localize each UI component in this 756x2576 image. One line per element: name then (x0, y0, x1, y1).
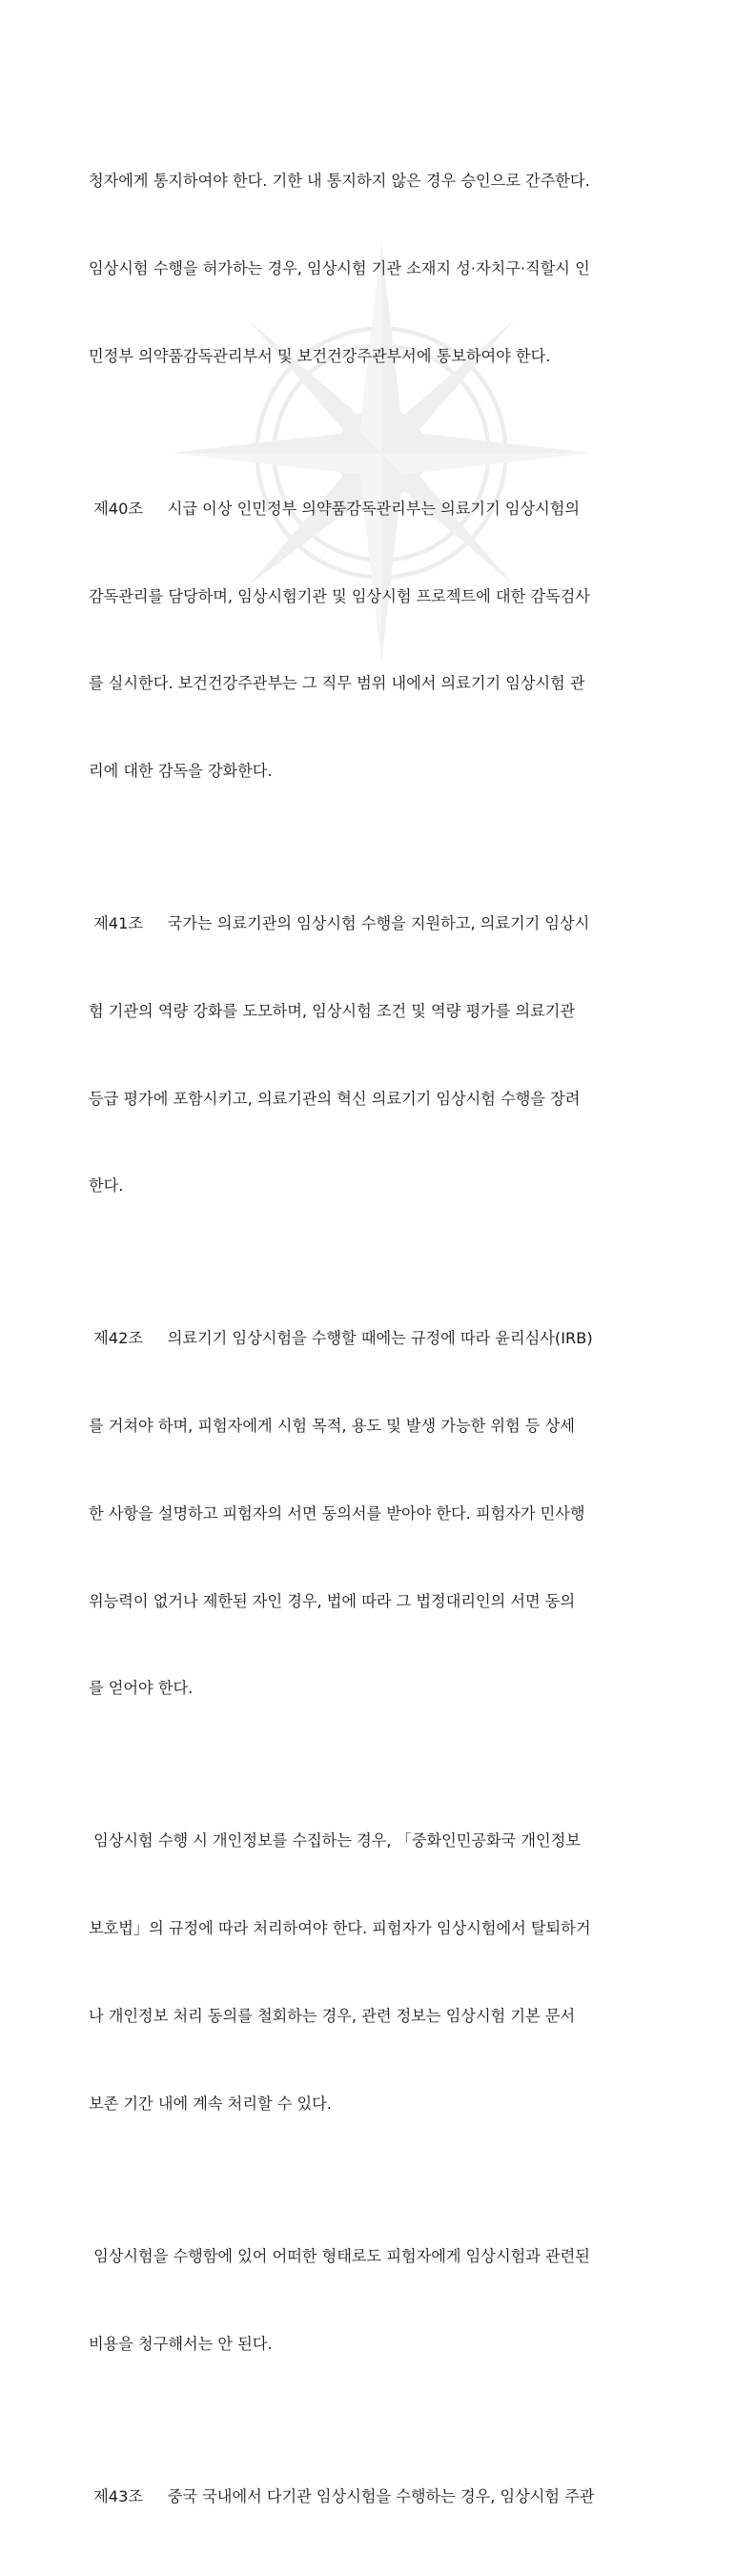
article-41-paragraph (89, 851, 672, 1259)
text-line: 를 실시한다. 보건건강주관부는 그 직무 범위 내에서 의료기기 임상시험 관 (89, 674, 585, 693)
article-42-paragraph (89, 1266, 672, 1762)
text-line: 위능력이 없거나 제한된 자인 경우, 법에 따라 그 법정대리인의 서면 동의 (89, 1591, 576, 1610)
text-line: 리에 대한 감독을 강화한다. (89, 762, 273, 781)
article-40-paragraph (89, 437, 672, 845)
text-line: 비용을 청구해서는 안 된다. (89, 2334, 273, 2353)
text-line: 보존 기간 내에 계속 처리할 수 있다. (89, 2094, 332, 2113)
article-43-paragraph (89, 2423, 672, 2569)
text-line: 제40조 시급 이상 인민정부 의약품감독관리부는 의료기기 임상시험의 (89, 499, 581, 518)
text-line: 한 사항을 설명하고 피험자의 서면 동의서를 받아야 한다. 피험자가 민사행 (89, 1503, 585, 1523)
text-line: 등급 평가에 포함시키고, 의료기관의 혁신 의료기기 임상시험 수행을 장려 (89, 1089, 581, 1108)
text-line: 청자에게 통지하여야 한다. 기한 내 통지하지 않은 경우 승인으로 간주한다. (89, 172, 590, 191)
text-line: 제43조 중국 국내에서 다기관 임상시험을 수행하는 경우, 임상시험 주관 (89, 2486, 595, 2505)
text-line: 를 얻어야 한다. (89, 1679, 194, 1698)
text-line: 제42조 의료기기 임상시험을 수행할 때에는 규정에 따라 윤리심사(IRB) (89, 1329, 593, 1348)
privacy-paragraph (89, 1768, 672, 2177)
paragraph (89, 109, 672, 430)
text-line: 보호법」의 규정에 따라 처리하여야 한다. 피험자가 임상시험에서 탈퇴하거 (89, 1919, 591, 1938)
text-line: 임상시험을 수행함에 있어 어떠한 형태로도 피험자에게 임상시험과 관련된 (89, 2246, 590, 2265)
text-line: 험 기관의 역량 강화를 도모하며, 임상시험 조건 및 역량 평가를 의료기관 (89, 1001, 576, 1020)
cost-paragraph (89, 2184, 672, 2418)
text-line: 임상시험 수행을 허가하는 경우, 임상시험 기관 소재지 성·자치구·직할시 인 (89, 258, 590, 277)
text-line: 나 개인정보 처리 동의를 철회하는 경우, 관련 정보는 임상시험 기본 문서 (89, 2007, 576, 2025)
text-line: 감독관리를 담당하며, 임상시험기관 및 임상시험 프로젝트에 대한 감독검사 (89, 586, 590, 605)
text-line: 를 거쳐야 하며, 피험자에게 시험 목적, 용도 및 발생 가능한 위험 등 상세 (89, 1417, 575, 1436)
text-line: 민정부 의약품감독관리부서 및 보건건강주관부서에 통보하여야 한다. (89, 346, 551, 365)
text-line: 임상시험 수행 시 개인정보를 수집하는 경우, 「중화인민공화국 개인정보 (89, 1831, 581, 1850)
text-line: 한다. (89, 1176, 124, 1196)
text-line: 제41조 국가는 의료기관의 임상시험 수행을 지원하고, 의료기기 임상시 (89, 914, 590, 933)
document-body (89, 109, 672, 2576)
